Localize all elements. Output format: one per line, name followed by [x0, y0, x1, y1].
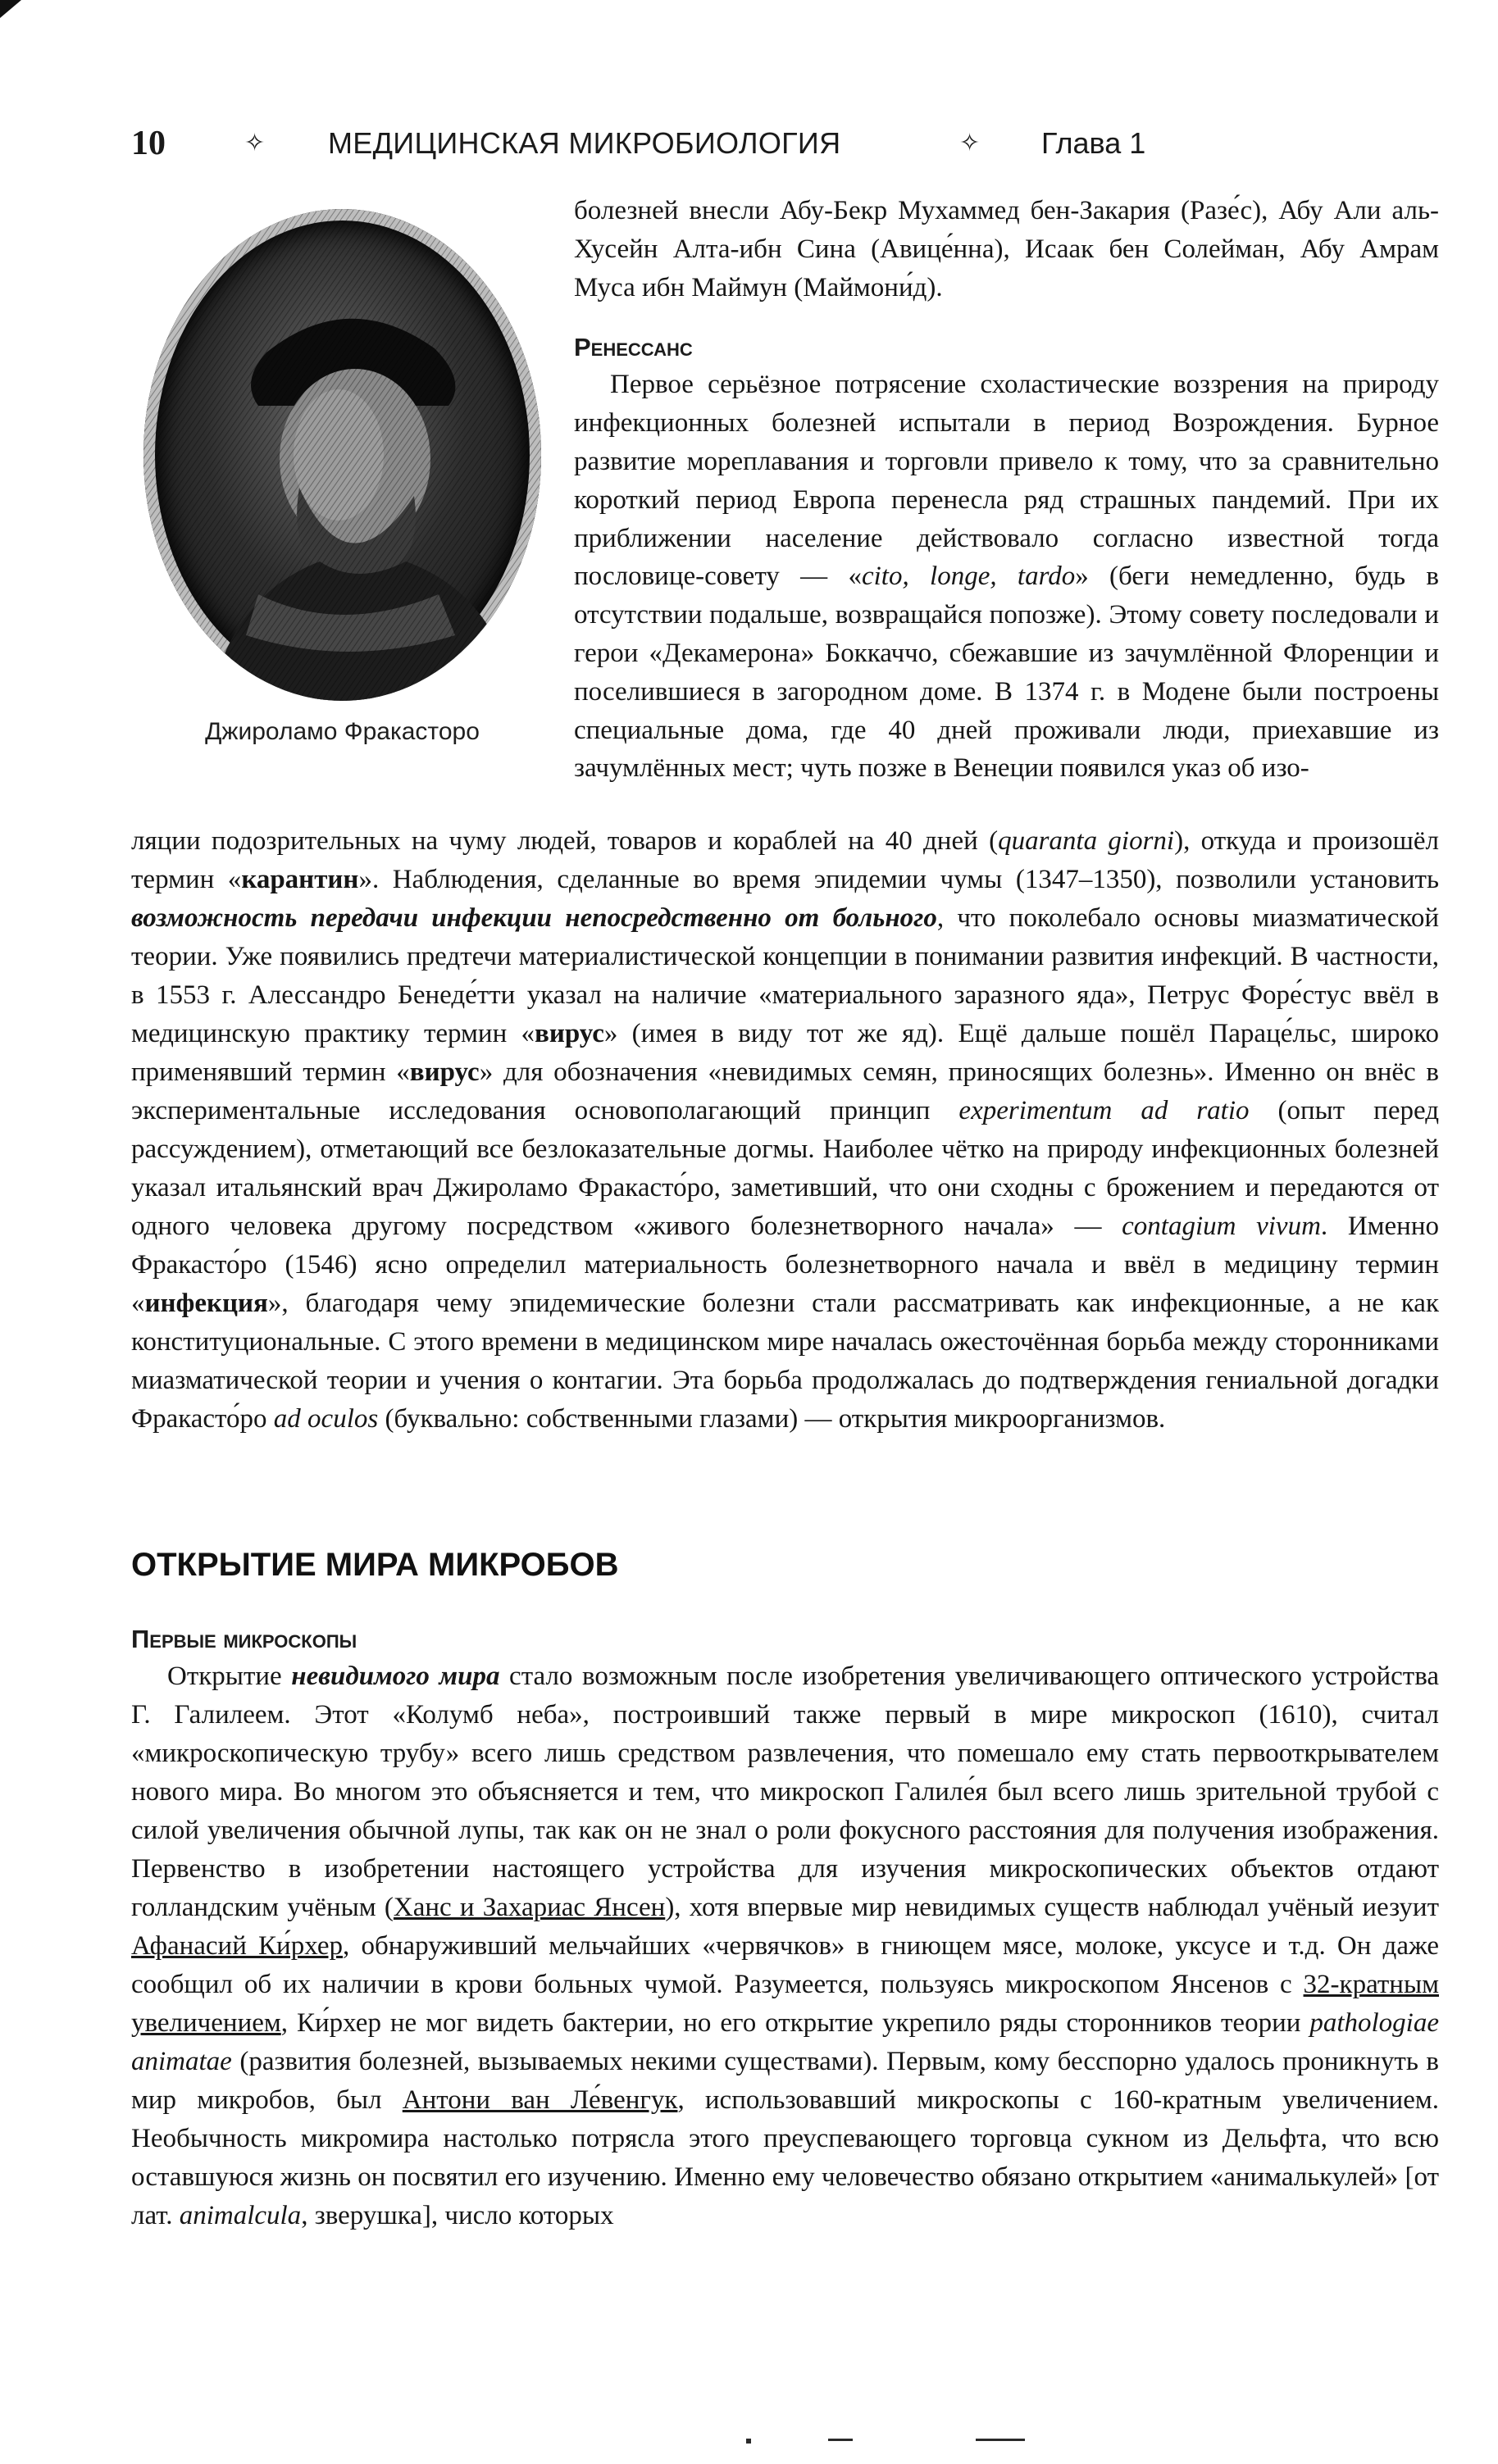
scan-corner-mark: [0, 0, 21, 18]
text-run: experimentum ad ratio: [958, 1096, 1250, 1125]
text-run: , что поколебало основы миазматической теории. Уже появились предтечи материалистической концепции в понимании развития инфекций. В частности, в 1553 г. Алессандро Бенеде́тти указал на наличие «материального заразного яда», Петрус Форе́стус ввёл в медицинскую практику термин «: [131, 903, 1439, 1048]
text-run: , Ки́рхер не мог видеть бактерии, но его открытие укрепило ряды сторонников теории: [280, 2008, 1310, 2038]
text-run: Афанасий Ки́рхер: [131, 1931, 344, 1961]
text-run: (буквально: собственными глазами) — открытия микроорганизмов.: [378, 1404, 1166, 1434]
text-run: ), хотя впервые мир невидимых существ наблюдал учёный иезуит: [665, 1893, 1440, 1922]
footer-scan-marks: [730, 2439, 1025, 2455]
text-run: возможность передачи инфекции непосредственно от больного: [131, 903, 937, 933]
text-run: вирус: [535, 1019, 604, 1048]
paragraph: [131, 822, 1439, 1439]
text-run: Ханс и Захариас Янсен: [393, 1893, 666, 1922]
paragraph: [574, 192, 1439, 307]
portrait-caption: Джироламо Фракасторо: [205, 718, 480, 745]
text-run: Открытие: [167, 1662, 292, 1691]
text-run: » (беги немедленно, будь в отсутствии подальше, возвращайся попозже). Этому совету последовали и герои «Декамерона» Боккаччо, сбежавшие из зачумлённой Флоренции и поселившиеся в загородном доме. В 1374 г. в Модене были построены специальные дома, где 40 дней проживали люди, приехавшие из зачумлённых мест; чуть позже в Венеции появился указ об изо-: [574, 561, 1439, 784]
text-run: инфекция: [144, 1289, 268, 1318]
paragraph: [131, 1657, 1439, 2235]
portrait-engraving: [143, 209, 541, 701]
text-run: contagium vivum: [1122, 1212, 1321, 1241]
text-run: pathologiae animatae: [131, 2008, 1439, 2076]
diamond-ornament-icon: ✧: [244, 130, 266, 157]
text-run: карантин: [241, 865, 359, 894]
text-run: , обнаруживший мельчайших «червячков» в гниющем мясе, молоке, уксусе и т.д. Он даже сообщил об их наличии в крови больных чумой. Разумеется, пользуясь микроскопом Янсенов с: [131, 1931, 1439, 1999]
subheading-renaissance: Ренессанс: [574, 333, 693, 362]
text-run: » (имея в виду тот же яд). Ещё дальше пошёл Параце́льс, широко применявший термин «: [131, 1019, 1439, 1087]
page-number: 10: [131, 125, 166, 162]
text-run: стало возможным после изобретения увеличивающего оптического устройства Г. Галилеем. Этот «Колумб неба», построивший также первый в мире микроскоп (1610), считал «микроскопическую трубу» всего лишь средством развлечения, что помешало ему стать первооткрывателем нового мира. Во многом это объясняется и тем, что микроскоп Галиле́я был всего лишь зрительной трубой с силой увеличения обычной лупы, так как он не знал о роли фокусного расстояния для получения изображения. Первенство в изобретении настоящего устройства для изучения микроскопических объектов отдают голландским учёным (: [131, 1662, 1439, 1922]
right-column-text: [574, 192, 1439, 788]
text-run: animalcula: [179, 2201, 302, 2230]
text-run: Антони ван Ле́венгук: [402, 2085, 678, 2115]
paragraph: [574, 366, 1439, 788]
running-title: МЕДИЦИНСКАЯ МИКРОБИОЛОГИЯ: [328, 126, 841, 160]
section-heading: ОТКРЫТИЕ МИРА МИКРОБОВ: [131, 1547, 619, 1583]
portrait-image: [143, 209, 541, 701]
section-body: [131, 1621, 1439, 2235]
body-paragraph-full: [131, 822, 1439, 1439]
text-run: (развития болезней, вызываемых некими существами). Первым, кому бесспорно удалось проникнуть в мир микробов, был: [131, 2047, 1439, 2115]
text-run: cito, longe, tardo: [861, 561, 1076, 592]
text-run: ad oculos: [273, 1404, 379, 1434]
text-run: , использовавший микроскопы с 160-кратным увеличением. Необычность микромира настолько потрясла этого преуспевающего торговца сукном из Дельфта, что всю оставшуюся жизнь он посвятил его изучению. Именно ему человечество обязано открытием «анималькулей» [от лат.: [131, 2085, 1439, 2230]
text-run: , зверушка], число которых: [301, 2201, 614, 2230]
subheading-first-microscopes: Первые микроскопы: [131, 1625, 357, 1653]
running-header: [131, 123, 1443, 164]
text-run: (опыт перед рассуждением), отметающий все безлоказательные догмы. Наиболее чётко на природу инфекционных болезней указал итальянский врач Джироламо Фракасто́ро, заметивший, что они сходны с брожением и передаются от одного человека другому посредством «живого болезнетворного начала» —: [131, 1096, 1439, 1241]
text-run: невидимого мира: [291, 1662, 500, 1691]
text-run: Первое серьёзное потрясение схоластические воззрения на природу инфекционных болезней испытали в период Возрождения. Бурное развитие мореплавания и торговли привело к тому, что за сравнительно короткий период Европа перенесла ряд страшных пандемий. При их приближении население действовало согласно известной тогда пословице-совету — «: [574, 370, 1439, 592]
text-run: quaranta giorni: [998, 826, 1175, 856]
diamond-ornament-icon: ✧: [959, 130, 981, 157]
text-run: », благодаря чему эпидемические болезни стали рассматривать как инфекционные, а не как конституциональные. С этого времени в медицинском мире началась ожесточённая борьба между сторонниками миазматической теории и учения о контагии. Эта борьба продолжалась до подтверждения гениальной догадки Фракасто́ро: [131, 1289, 1439, 1434]
chapter-label: Глава 1: [1041, 126, 1146, 160]
text-run: ляции подозрительных на чуму людей, товаров и кораблей на 40 дней (: [131, 826, 999, 856]
text-run: болезней внесли Абу-Бекр Мухаммед бен-Закария (Разе́с), Абу Али аль-Хусейн Алта-ибн Сина (Авице́нна), Исаак бен Солейман, Абу Амрам Муса ибн Маймун (Маймони́д).: [574, 196, 1439, 302]
text-run: ), откуда и произошёл термин «: [131, 826, 1439, 894]
text-run: » для обозначения «невидимых семян, приносящих болезнь». Именно он внёс в экспериментальные исследования основополагающий принцип: [131, 1057, 1439, 1125]
text-run: вирус: [409, 1057, 480, 1087]
text-run: ». Наблюдения, сделанные во время эпидемии чумы (1347–1350), позволили установить: [358, 865, 1439, 894]
text-run: 32-кратным увеличением: [131, 1970, 1439, 2038]
text-run: . Именно Фракасто́ро (1546) ясно определил материальность болезнетворного начала и ввёл в медицину термин «: [131, 1212, 1440, 1318]
